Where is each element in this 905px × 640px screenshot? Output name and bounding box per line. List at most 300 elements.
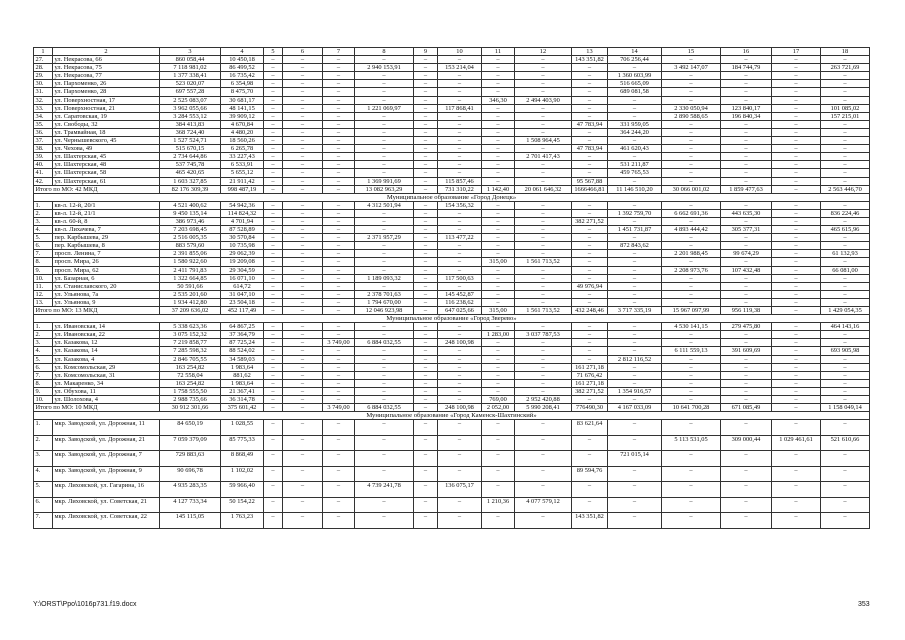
table-row (34, 497, 870, 513)
table-cell: 12 (515, 48, 572, 56)
table-cell: 21 911,42 (221, 177, 264, 185)
table-cell: – (772, 298, 821, 306)
table-cell: – (662, 80, 721, 88)
table-cell: ул. Макаренко, 34 (53, 379, 160, 387)
table-cell: – (264, 290, 283, 298)
table-cell: – (515, 482, 572, 498)
table-cell: – (572, 234, 608, 242)
table-cell: 30 681,17 (221, 96, 264, 104)
table-cell: – (283, 72, 323, 80)
table-cell: – (482, 363, 515, 371)
table-cell: – (414, 104, 438, 112)
table-cell: 114 824,32 (221, 209, 264, 217)
table-cell: – (355, 396, 414, 404)
table-cell: – (264, 347, 283, 355)
table-cell: ул. Ивановская, 14 (53, 323, 160, 331)
table-cell: – (772, 128, 821, 136)
table-cell: – (355, 371, 414, 379)
table-cell: 531 211,87 (608, 161, 662, 169)
table-cell: – (721, 331, 772, 339)
table-cell: – (414, 217, 438, 225)
table-cell: – (438, 451, 482, 467)
table-cell: 1 377 338,41 (160, 72, 221, 80)
table-cell: – (438, 282, 482, 290)
table-cell: – (482, 64, 515, 72)
table-cell: – (414, 466, 438, 482)
table-cell: 1 189 093,32 (355, 274, 414, 282)
table-cell: 143 351,82 (572, 56, 608, 64)
table-cell: – (414, 177, 438, 185)
table-cell: – (482, 153, 515, 161)
table-cell: 2. (34, 331, 53, 339)
table-cell: 860 058,44 (160, 56, 221, 64)
table-cell: – (608, 153, 662, 161)
table-cell: – (482, 137, 515, 145)
table-cell: Итого по МО: 42 МКД (34, 185, 160, 193)
table-cell: – (355, 80, 414, 88)
table-cell: 1 158 049,14 (821, 404, 870, 412)
table-cell: 40. (34, 161, 53, 169)
table-cell: – (821, 169, 870, 177)
table-cell: – (264, 396, 283, 404)
table-cell: – (355, 56, 414, 64)
table-cell: – (572, 323, 608, 331)
table-cell: ул. Трамвайная, 18 (53, 128, 160, 136)
table-cell: 30. (34, 80, 53, 88)
table-cell: – (608, 466, 662, 482)
table-cell: 7 285 598,32 (160, 347, 221, 355)
table-cell: – (323, 307, 355, 315)
table-cell: – (323, 153, 355, 161)
table-row (34, 80, 870, 88)
table-cell: – (323, 161, 355, 169)
table-cell: – (283, 226, 323, 234)
table-cell: ул. Свободы, 32 (53, 120, 160, 128)
table-cell: – (721, 371, 772, 379)
table-cell: – (721, 201, 772, 209)
table-cell: – (608, 64, 662, 72)
table-cell: – (515, 387, 572, 395)
table-cell: – (721, 482, 772, 498)
table-cell: – (414, 242, 438, 250)
table-cell: 47 783,94 (572, 120, 608, 128)
table-cell: – (772, 201, 821, 209)
table-cell: – (355, 250, 414, 258)
table-cell: 1 029 461,61 (772, 435, 821, 451)
table-cell: – (264, 169, 283, 177)
table-cell: Муниципальное образование «Город Донецк» (34, 193, 870, 201)
table-cell: – (772, 153, 821, 161)
table-cell: – (572, 258, 608, 266)
table-cell: – (283, 451, 323, 467)
table-cell: – (414, 298, 438, 306)
table-cell: – (482, 209, 515, 217)
table-cell: – (572, 250, 608, 258)
table-cell: 33. (34, 104, 53, 112)
table-cell: – (515, 169, 572, 177)
table-cell: ул. Казакова, 12 (53, 339, 160, 347)
table-cell: – (772, 104, 821, 112)
table-cell: – (438, 80, 482, 88)
total-row (34, 307, 870, 315)
table-cell: – (772, 331, 821, 339)
table-cell: 1 561 713,52 (515, 307, 572, 315)
table-cell: – (572, 128, 608, 136)
table-cell: – (608, 290, 662, 298)
table-cell: – (662, 201, 721, 209)
table-cell: – (414, 282, 438, 290)
table-cell: – (264, 466, 283, 482)
table-cell: – (821, 466, 870, 482)
table-cell: 19 209,08 (221, 258, 264, 266)
page-number: 353 (858, 601, 870, 608)
table-cell: – (355, 72, 414, 80)
table-cell: – (515, 435, 572, 451)
table-row (34, 451, 870, 467)
table-cell: – (414, 137, 438, 145)
table-cell: 4 312 501,94 (355, 201, 414, 209)
table-row (34, 339, 870, 347)
table-cell: 614,72 (221, 282, 264, 290)
table-cell: 248 100,98 (438, 404, 482, 412)
table-cell: – (482, 513, 515, 529)
table-cell: 7 (323, 48, 355, 56)
table-cell: – (323, 209, 355, 217)
table-cell: – (264, 80, 283, 88)
table-cell: – (323, 201, 355, 209)
table-cell: – (482, 120, 515, 128)
table-cell: 153 214,04 (438, 64, 482, 72)
table-row (34, 104, 870, 112)
table-cell: – (572, 274, 608, 282)
table-cell: 2 812 116,52 (608, 355, 662, 363)
table-cell: – (323, 177, 355, 185)
table-cell: – (662, 466, 721, 482)
table-cell: – (438, 266, 482, 274)
table-cell: – (283, 161, 323, 169)
table-cell: – (264, 404, 283, 412)
table-cell: – (721, 234, 772, 242)
table-row (34, 282, 870, 290)
table-cell: 47 783,94 (572, 145, 608, 153)
table-cell: – (572, 104, 608, 112)
table-cell: – (323, 128, 355, 136)
table-cell: 8 475,70 (221, 88, 264, 96)
table-cell: – (572, 331, 608, 339)
table-cell: – (608, 331, 662, 339)
table-cell: 9. (34, 387, 53, 395)
table-cell: 523 020,07 (160, 80, 221, 88)
table-cell: 12. (34, 290, 53, 298)
table-cell: 116 238,62 (438, 298, 482, 306)
table-cell: просп. Мира, 26 (53, 258, 160, 266)
table-cell: 28. (34, 64, 53, 72)
table-row (34, 217, 870, 225)
table-cell: – (323, 379, 355, 387)
table-cell: 9. (34, 266, 53, 274)
table-cell: 452 117,49 (221, 307, 264, 315)
table-cell: 1666466,81 (572, 185, 608, 193)
table-cell: – (482, 217, 515, 225)
table-cell: – (264, 298, 283, 306)
table-cell: – (283, 112, 323, 120)
table-cell: – (662, 363, 721, 371)
table-cell: – (414, 396, 438, 404)
table-cell: 5 655,12 (221, 169, 264, 177)
table-cell: – (721, 177, 772, 185)
table-cell: 18 (821, 48, 870, 56)
table-cell: – (264, 371, 283, 379)
table-cell: 279 475,80 (721, 323, 772, 331)
table-cell: 3 (160, 48, 221, 56)
table-cell: – (608, 298, 662, 306)
table-cell: – (283, 274, 323, 282)
table-cell: 4 935 283,35 (160, 482, 221, 498)
table-cell: ул. Некрасова, 75 (53, 64, 160, 72)
table-cell: ул. Поверхностная, 17 (53, 96, 160, 104)
table-cell: 59 966,40 (221, 482, 264, 498)
table-cell: 10. (34, 274, 53, 282)
table-cell: – (608, 282, 662, 290)
table-cell: – (264, 331, 283, 339)
table-cell: – (264, 177, 283, 185)
table-cell: – (283, 307, 323, 315)
table-cell: – (482, 242, 515, 250)
table-cell: – (414, 88, 438, 96)
table-cell: – (821, 128, 870, 136)
table-cell: – (662, 161, 721, 169)
table-cell: – (355, 128, 414, 136)
table-cell: 7 118 981,02 (160, 64, 221, 72)
total-row (34, 404, 870, 412)
table-cell: 2 988 735,66 (160, 396, 221, 404)
table-cell: 2 701 417,43 (515, 153, 572, 161)
table-cell: – (772, 169, 821, 177)
table-row (34, 242, 870, 250)
table-cell: – (323, 513, 355, 529)
table-cell: – (323, 250, 355, 258)
table-cell: 2. (34, 435, 53, 451)
table-cell: – (438, 497, 482, 513)
table-cell: – (438, 513, 482, 529)
table-cell: 31. (34, 88, 53, 96)
table-cell: – (482, 282, 515, 290)
table-cell: – (323, 258, 355, 266)
table-cell: – (662, 128, 721, 136)
table-cell: 1 (34, 48, 53, 56)
table-cell: – (662, 387, 721, 395)
table-cell: пер. Карбышева, 29 (53, 234, 160, 242)
table-cell: – (662, 137, 721, 145)
table-cell: 2 940 153,91 (355, 64, 414, 72)
table-row (34, 347, 870, 355)
table-cell: – (264, 56, 283, 64)
table-cell: – (772, 323, 821, 331)
table-cell: – (414, 266, 438, 274)
table-cell: – (264, 145, 283, 153)
table-cell: – (772, 137, 821, 145)
table-cell: – (821, 513, 870, 529)
table-cell: – (283, 217, 323, 225)
table-cell: 42. (34, 177, 53, 185)
table-cell: – (572, 209, 608, 217)
table-cell: 6 662 691,36 (662, 209, 721, 217)
table-cell: ул. Казакова, 14 (53, 347, 160, 355)
table-cell: – (264, 96, 283, 104)
table-cell: 13 (572, 48, 608, 56)
table-cell: – (283, 56, 323, 64)
table-cell: 883 579,60 (160, 242, 221, 250)
table-cell: – (283, 482, 323, 498)
table-cell: – (264, 120, 283, 128)
table-cell: – (821, 282, 870, 290)
table-cell: – (323, 497, 355, 513)
table-cell: 87 528,89 (221, 226, 264, 234)
table-cell: 1 102,02 (221, 466, 264, 482)
table-cell: – (608, 250, 662, 258)
footer-file-path: Y:\ORST\Ppo\1016p731.f19.docx (33, 601, 137, 608)
table-cell: 10 (438, 48, 482, 56)
table-cell: 305 377,31 (721, 226, 772, 234)
table-cell: – (821, 137, 870, 145)
table-cell: – (414, 153, 438, 161)
table-cell: – (355, 466, 414, 482)
table-cell: – (323, 347, 355, 355)
table-cell: – (283, 282, 323, 290)
table-cell: – (772, 250, 821, 258)
table-cell: 364 244,20 (608, 128, 662, 136)
table-cell: 16 071,10 (221, 274, 264, 282)
table-cell: 4 670,84 (221, 120, 264, 128)
table-row (34, 153, 870, 161)
table-cell: 2 201 988,45 (662, 250, 721, 258)
table-cell: – (772, 396, 821, 404)
table-cell: – (515, 242, 572, 250)
table-cell: – (283, 290, 323, 298)
table-cell: – (438, 242, 482, 250)
table-cell: – (772, 161, 821, 169)
table-cell: – (438, 226, 482, 234)
table-cell: – (772, 497, 821, 513)
table-cell: – (438, 466, 482, 482)
table-cell: 2 734 644,86 (160, 153, 221, 161)
table-cell: – (772, 266, 821, 274)
table-cell: 6 884 032,55 (355, 339, 414, 347)
table-row (34, 96, 870, 104)
table-cell: 29 304,59 (221, 266, 264, 274)
table-cell: 86 499,52 (221, 64, 264, 72)
table-cell: – (264, 323, 283, 331)
table-row (34, 201, 870, 209)
table-cell: – (323, 396, 355, 404)
table-cell: 15 967 097,99 (662, 307, 721, 315)
table-cell: ул. Шахтерская, 48 (53, 161, 160, 169)
table-cell: – (821, 290, 870, 298)
table-cell: 836 224,46 (821, 209, 870, 217)
table-cell: 459 765,53 (608, 169, 662, 177)
table-row (34, 331, 870, 339)
table-cell: 375 601,42 (221, 404, 264, 412)
table-cell: 4 701,94 (221, 217, 264, 225)
table-cell: 1 429 054,35 (821, 307, 870, 315)
table-cell: 30 912 301,66 (160, 404, 221, 412)
table-cell: – (662, 451, 721, 467)
table-cell: – (283, 242, 323, 250)
table-cell: – (283, 209, 323, 217)
table-cell: – (414, 64, 438, 72)
table-cell: 1 451 731,87 (608, 226, 662, 234)
table-cell: 4 480,20 (221, 128, 264, 136)
table-cell: – (482, 355, 515, 363)
table-cell: – (662, 420, 721, 436)
table-cell: – (608, 379, 662, 387)
table-cell: – (772, 242, 821, 250)
table-cell: – (482, 56, 515, 64)
table-cell: – (662, 298, 721, 306)
table-cell: 248 100,98 (438, 339, 482, 347)
table-cell: мкр. Заводской, ул. Дорожная, 11 (53, 420, 160, 436)
table-cell: – (482, 104, 515, 112)
table-cell: – (323, 64, 355, 72)
table-cell: 2. (34, 209, 53, 217)
table-cell: 956 119,38 (721, 307, 772, 315)
table-cell: – (323, 298, 355, 306)
table-cell: – (662, 339, 721, 347)
table-cell: – (323, 282, 355, 290)
table-cell: 1 142,40 (482, 185, 515, 193)
table-cell: – (662, 120, 721, 128)
table-cell: – (662, 274, 721, 282)
table-cell: – (721, 161, 772, 169)
table-cell: – (414, 80, 438, 88)
table-cell: – (721, 88, 772, 96)
table-cell: ул. Поверхностная, 21 (53, 104, 160, 112)
table-cell: – (414, 339, 438, 347)
table-cell: – (572, 266, 608, 274)
table-cell: 7 059 379,09 (160, 435, 221, 451)
table-cell: – (572, 88, 608, 96)
table-cell: – (772, 72, 821, 80)
table-cell: – (323, 80, 355, 88)
table-cell: 9 (414, 48, 438, 56)
table-cell: – (283, 339, 323, 347)
table-cell: ул. Некрасова, 66 (53, 56, 160, 64)
table-cell: 54 942,36 (221, 201, 264, 209)
table-cell: 35. (34, 120, 53, 128)
table-cell: 37 209 636,02 (160, 307, 221, 315)
table-cell: 50 154,22 (221, 497, 264, 513)
table-cell: – (608, 104, 662, 112)
table-cell: ул. Шахтерская, 45 (53, 153, 160, 161)
table-cell: 1 983,64 (221, 379, 264, 387)
table-cell: – (721, 497, 772, 513)
table-cell: – (355, 331, 414, 339)
table-cell: – (438, 128, 482, 136)
table-cell: – (283, 153, 323, 161)
table-cell: – (515, 56, 572, 64)
table-cell: Муниципальное образование «Город Каменск-Шахтинский» (34, 412, 870, 420)
table-cell: 6. (34, 242, 53, 250)
table-cell: – (572, 169, 608, 177)
table-cell: – (414, 112, 438, 120)
table-cell: – (772, 80, 821, 88)
table-cell: 30 570,84 (221, 234, 264, 242)
table-cell: – (283, 96, 323, 104)
table-cell: – (772, 96, 821, 104)
table-cell: 71 676,42 (572, 371, 608, 379)
table-cell: – (572, 201, 608, 209)
table-cell: 432 248,46 (572, 307, 608, 315)
